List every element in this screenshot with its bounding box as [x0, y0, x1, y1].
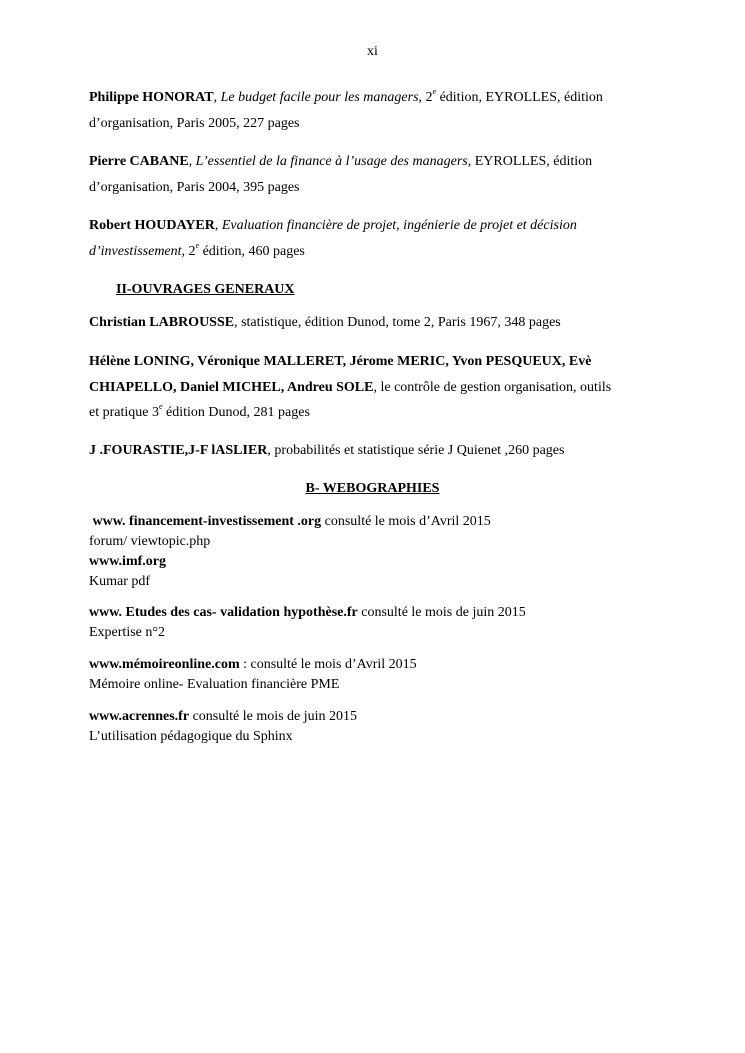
- entry-line-2: d’organisation, Paris 2004, 395 pages: [89, 179, 300, 195]
- publisher-info: , probabilités et statistique série J Quienet ,260 pages: [267, 443, 565, 458]
- web-description: L’utilisation pédagogique du Sphinx: [89, 729, 293, 744]
- superscript: e: [432, 87, 437, 96]
- consult-note: consulté le mois d’Avril 2015: [321, 514, 491, 529]
- book-title-cont: d’investissement,: [89, 243, 186, 259]
- book-title: , L’essentiel de la finance à l’usage des managers: [188, 154, 468, 169]
- separator: ,: [214, 218, 222, 233]
- author: Christian LABROUSSE: [89, 315, 235, 330]
- publisher-info: , statistique, édition Dunod, tome 2, Paris 1967, 348 pages: [234, 315, 561, 330]
- book-title: , le contrôle de gestion organisation, outils: [373, 379, 612, 395]
- web-url: www. financement-investissement .org: [89, 514, 322, 529]
- web-entry-financement: [89, 512, 664, 592]
- section-heading-general: II-OUVRAGES GENERAUX: [116, 282, 295, 297]
- publisher-info: édition Dunod, 281 pages: [162, 405, 310, 420]
- author: Robert HOUDAYER: [89, 218, 215, 233]
- web-entry-etudes: [89, 603, 664, 643]
- web-url: www. Etudes des cas- validation hypothèse.fr: [89, 605, 358, 620]
- separator: ,: [213, 90, 221, 105]
- web-path: forum/ viewtopic.php: [89, 534, 211, 549]
- superscript: e: [195, 240, 200, 250]
- web-url: www.imf.org: [89, 554, 166, 569]
- web-entry-memoireonline: [89, 655, 664, 695]
- bibliography-entry-houdayer: [89, 213, 664, 264]
- authors: Hélène LONING, Véronique MALLERET, Jérome MERIC, Yvon PESQUEUX, Evè: [89, 354, 592, 369]
- bibliography-entry-honorat: [89, 85, 664, 136]
- authors-cont: CHIAPELLO, Daniel MICHEL, Andreu SOLE: [89, 379, 374, 395]
- web-url: www.acrennes.fr: [89, 709, 190, 724]
- bibliography-entry-cabane: [89, 149, 664, 200]
- entry-line-2: d’organisation, Paris 2005, 227 pages: [89, 115, 300, 131]
- section-heading-webographies: B- WEBOGRAPHIES: [305, 481, 440, 496]
- web-entry-acrennes: [89, 707, 664, 747]
- consult-note: consulté le mois de juin 2015: [357, 605, 526, 620]
- publisher-info: édition, EYROLLES, édition: [436, 90, 603, 105]
- edition-number: 2: [185, 243, 196, 259]
- book-title: Le budget facile pour les managers: [220, 90, 419, 105]
- web-description: Kumar pdf: [89, 574, 151, 589]
- book-title: Evaluation financière de projet, ingénierie de projet et décision: [221, 218, 577, 233]
- bibliography-entry-fourastie: [89, 438, 664, 464]
- edition-number: , 2: [418, 90, 433, 105]
- title-cont: et pratique 3: [89, 405, 159, 420]
- consult-note: : consulté le mois d’Avril 2015: [239, 657, 417, 672]
- publisher-info: , EYROLLES, édition: [467, 154, 593, 169]
- web-description: Mémoire online- Evaluation financière PME: [89, 677, 340, 692]
- author: Pierre CABANE: [89, 154, 189, 169]
- web-url: www.mémoireonline.com: [89, 657, 240, 672]
- publisher-info: édition, 460 pages: [199, 243, 305, 259]
- consult-note: consulté le mois de juin 2015: [189, 709, 358, 724]
- author: Philippe HONORAT: [89, 90, 214, 105]
- page-number: xi: [367, 44, 378, 59]
- bibliography-entry-labrousse: [89, 310, 664, 336]
- web-description: Expertise n°2: [89, 625, 165, 640]
- bibliography-entry-loning: [89, 349, 664, 426]
- author: J .FOURASTIE,J-F lASLIER: [89, 443, 268, 458]
- superscript: e: [158, 402, 163, 411]
